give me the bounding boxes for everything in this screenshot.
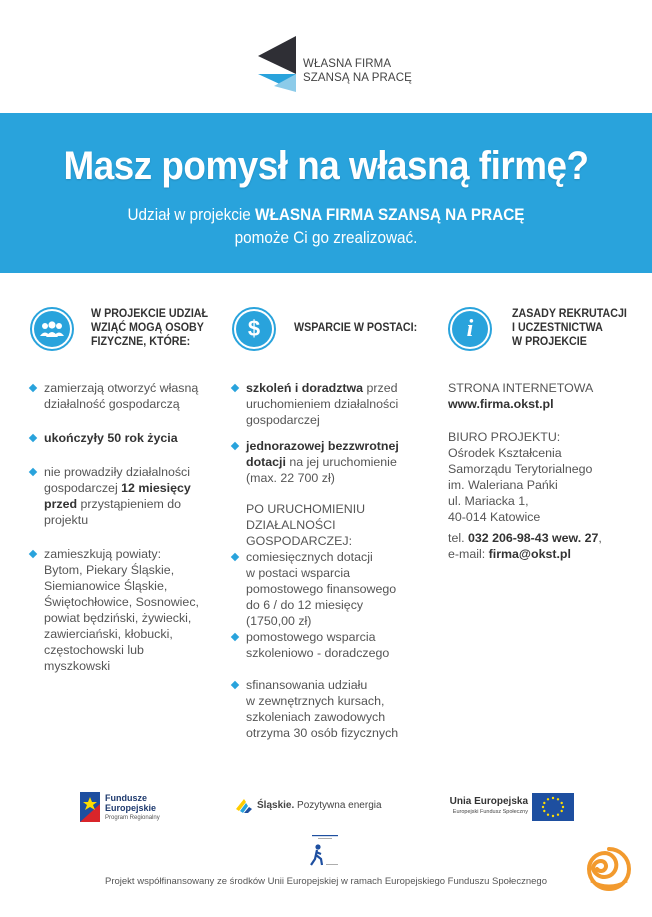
- item-line: [44, 496, 230, 512]
- item-line: powiat będziński, żywiecki,: [44, 611, 192, 625]
- headline-banner: [0, 113, 652, 273]
- item-line: otrzyma 30 osób fizycznych: [246, 726, 399, 740]
- rules-heading: [512, 307, 627, 349]
- office-line: Ośrodek Kształcenia: [448, 446, 562, 460]
- office-line: 40-014 Katowice: [448, 510, 541, 524]
- logo-line-2: SZANSĄ NA PRACĘ: [303, 72, 412, 84]
- item-line: [246, 454, 432, 470]
- support-item-training: [232, 380, 432, 428]
- item-line: Świętochłowice, Sosnowiec,: [44, 595, 199, 609]
- heading-line: W PROJEKCIE UDZIAŁ: [91, 308, 209, 320]
- fe-line-3: Program Regionalny: [105, 815, 160, 821]
- eu-flag-icon: [532, 793, 574, 821]
- eligibility-item-residence: [30, 546, 230, 674]
- item-line: zawierciański, kłobucki,: [44, 627, 173, 641]
- item-line: (1750,00 zł): [246, 614, 312, 628]
- item-line: nie prowadziły działalności: [44, 465, 191, 479]
- eligibility-item-no-business: [30, 464, 230, 528]
- eligibility-heading: [91, 307, 208, 349]
- item-bold: szkoleń i doradztwa: [246, 381, 364, 395]
- item-line: PO URUCHOMIENIU: [246, 502, 366, 516]
- item-bold: przed: [44, 497, 78, 511]
- item-text: przystąpieniem do: [77, 497, 182, 511]
- people-icon: [30, 307, 74, 351]
- funding-logos: [0, 780, 652, 840]
- main-headline: Masz pomysł na własną firmę?: [63, 144, 589, 188]
- item-line: projektu: [44, 513, 89, 527]
- office-label: BIURO PROJEKTU:: [448, 430, 561, 444]
- item-text: przed: [363, 381, 398, 395]
- banner-subtitle-2: pomoże Ci go zrealizować.: [234, 228, 418, 247]
- logo-line-1: WŁASNA FIRMA: [303, 58, 392, 70]
- item-line: pomostowego wsparcia: [246, 630, 376, 644]
- project-logo: [256, 34, 416, 96]
- item-text: gospodarczej: [44, 481, 122, 495]
- item-line: [246, 438, 432, 454]
- item-line: (max. 22 700 zł): [246, 471, 335, 485]
- eligibility-column: [30, 302, 230, 674]
- support-item-grant: [232, 438, 432, 486]
- item-line: [44, 480, 230, 496]
- phone-line: [448, 530, 644, 546]
- email-line: [448, 546, 644, 562]
- phone-label: tel.: [448, 531, 468, 545]
- subtitle-prefix: Udział w projekcie: [127, 205, 256, 224]
- phone-suffix: ,: [598, 531, 602, 545]
- rules-column: [448, 302, 644, 562]
- slaskie-bold: Śląskie.: [257, 800, 295, 811]
- email-label: e-mail:: [448, 547, 489, 561]
- email-address[interactable]: firma@okst.pl: [488, 547, 571, 561]
- item-line: sfinansowania udziału: [246, 678, 368, 692]
- item-line: pomostowego finansowego: [246, 582, 397, 596]
- support-item-courses: [232, 677, 432, 741]
- item-line: zamieszkują powiaty:: [44, 547, 162, 561]
- support-column: [232, 302, 432, 741]
- fe-logo: [80, 790, 190, 830]
- support-item-monthly: [232, 549, 432, 629]
- office-line: Samorządu Terytorialnego: [448, 462, 593, 476]
- slaskie-mark-icon: [236, 799, 252, 813]
- fe-line-2: Europejskie: [105, 803, 157, 813]
- eligibility-item-age: [30, 430, 230, 446]
- item-line: myszkowski: [44, 659, 111, 673]
- item-bold: 12 miesięcy: [121, 481, 191, 495]
- fe-star-icon: [80, 792, 100, 822]
- walking-person-icon: [304, 833, 344, 871]
- heading-line: W PROJEKCIE: [512, 336, 587, 348]
- phone-number[interactable]: 032 206-98-43 wew. 27: [467, 531, 599, 545]
- heading-line: WZIĄĆ MOGĄ OSOBY: [91, 322, 204, 334]
- item-bold: dotacji: [246, 455, 286, 469]
- after-launch-heading: [232, 501, 432, 549]
- office-line: im. Waleriana Pańki: [448, 478, 558, 492]
- item-line: Siemianowice Śląskie,: [44, 579, 168, 593]
- item-line: gospodarczej: [246, 413, 320, 427]
- item-line: GOSPODARCZEJ:: [246, 534, 353, 548]
- eu-line-1: Unia Europejska: [449, 796, 528, 807]
- office-line: ul. Mariacka 1,: [448, 494, 529, 508]
- item-line: DZIAŁALNOŚCI: [246, 518, 336, 532]
- item-line: w zewnętrznych kursach,: [246, 694, 385, 708]
- item-bold: jednorazowej bezzwrotnej: [246, 439, 399, 453]
- item-line: uruchomieniem działalności: [246, 397, 399, 411]
- eu-line-2: Europejski Fundusz Społeczny: [452, 809, 528, 815]
- item-line: [246, 380, 432, 396]
- item-line: działalność gospodarczą: [44, 397, 180, 411]
- heading-line: I UCZESTNICTWA: [512, 322, 603, 334]
- cofinancing-note: Projekt współfinansowany ze środków Unii Europejskiej w ramach Europejskiego Funduszu Społecznego: [105, 876, 547, 887]
- website-url[interactable]: www.firma.okst.pl: [448, 397, 554, 411]
- banner-subtitle-1: [33, 205, 620, 225]
- item-line: częstochowski lub: [44, 643, 144, 657]
- slaskie-logo: [236, 798, 396, 818]
- slaskie-slogan: Pozytywna energia: [294, 800, 382, 811]
- item-line: Bytom, Piekary Śląskie,: [44, 563, 175, 577]
- heading-line: FIZYCZNE, KTÓRE:: [91, 336, 191, 348]
- logo-mark-icon: [256, 34, 300, 96]
- item-line: w postaci wsparcia: [246, 566, 350, 580]
- item-text: na jej uruchomienie: [285, 455, 397, 469]
- heading-line: ZASADY REKRUTACJI: [512, 308, 627, 320]
- item-line: do 6 / do 12 miesięcy: [246, 598, 364, 612]
- eligibility-item-intent: [30, 380, 230, 412]
- fe-line-1: Fundusze: [105, 793, 147, 803]
- support-item-bridging: [232, 629, 432, 661]
- info-icon: i: [448, 307, 492, 351]
- item-line: szkoleniowo - doradczego: [246, 646, 390, 660]
- subtitle-project-name: WŁASNA FIRMA SZANSĄ NA PRACĘ: [255, 205, 525, 224]
- age-requirement: ukończyły 50 rok życia: [44, 431, 178, 445]
- okst-logo: [304, 833, 344, 871]
- item-line: comiesięcznych dotacji: [246, 550, 373, 564]
- website-link[interactable]: [448, 396, 644, 412]
- item-line: zamierzają otworzyć własną: [44, 381, 199, 395]
- item-line: szkoleniach zawodowych: [246, 710, 386, 724]
- eu-logo: [428, 793, 578, 827]
- website-label: STRONA INTERNETOWA: [448, 381, 594, 395]
- dollar-icon: $: [232, 307, 276, 351]
- support-heading: WSPARCIE W POSTACI:: [294, 322, 418, 334]
